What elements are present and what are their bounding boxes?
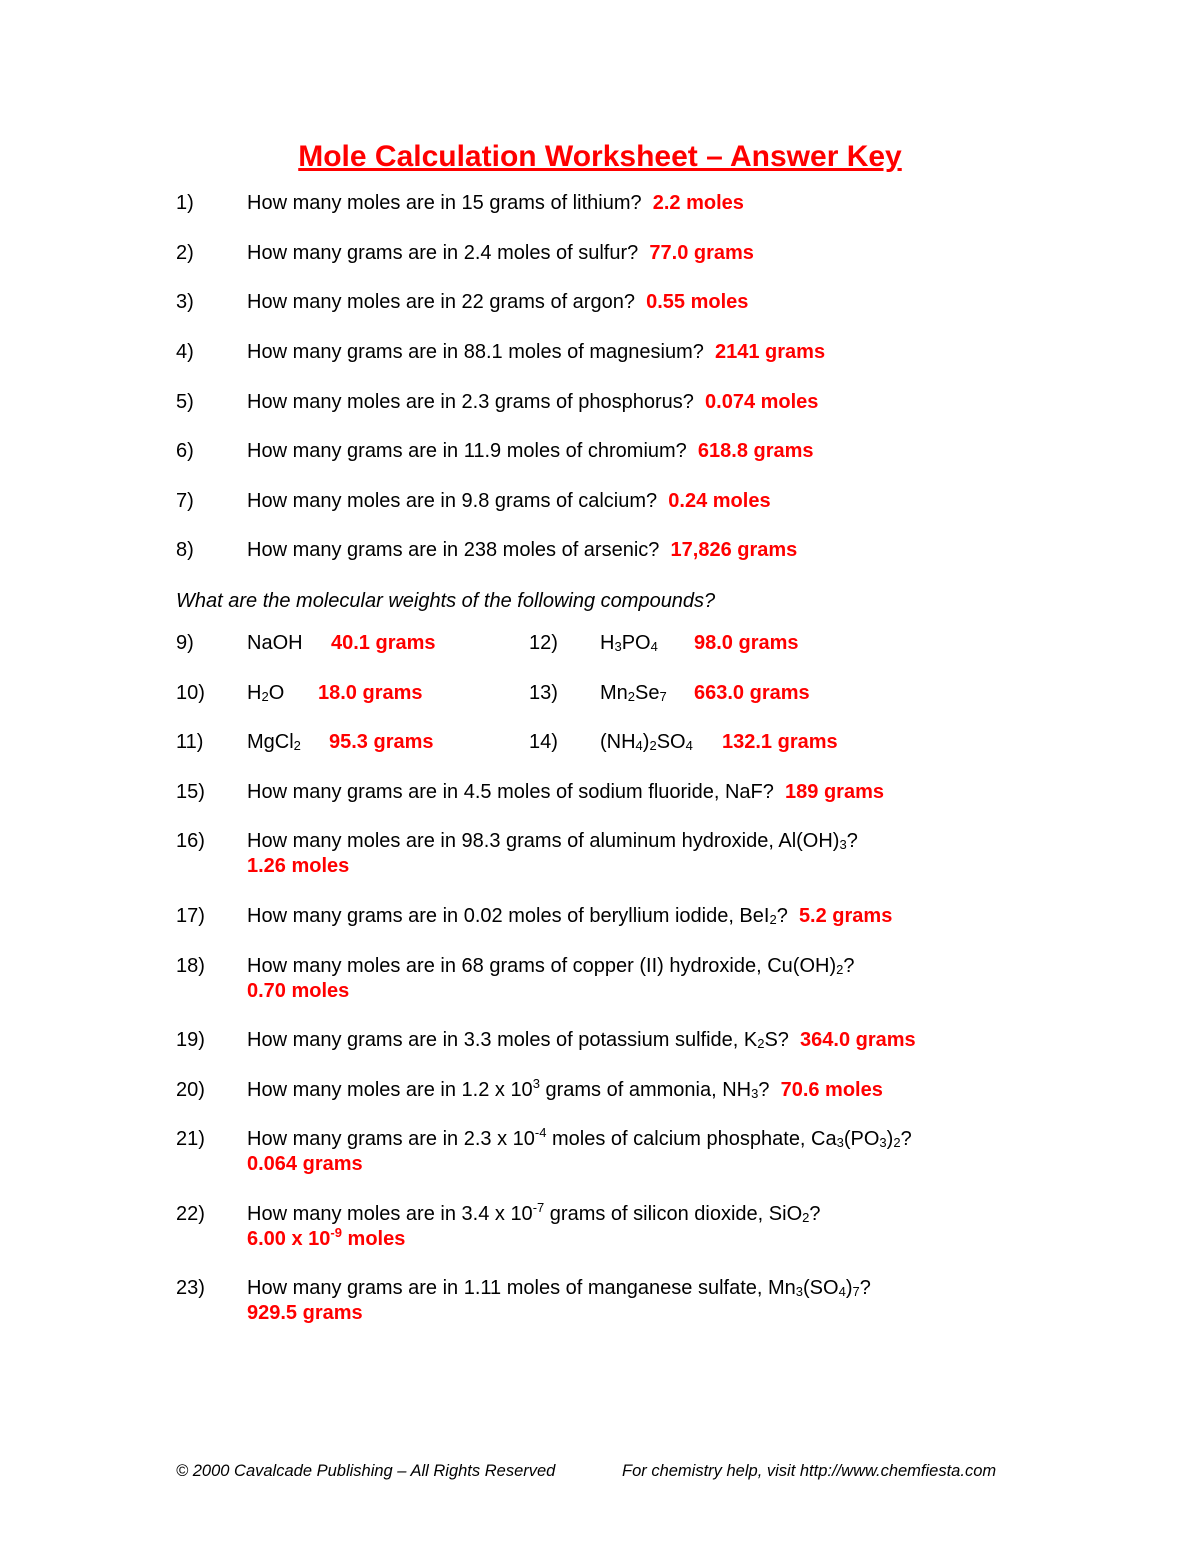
- question-text: How many moles are in 68 grams of copper (II) hydroxide, $Cu(OH)_2$?: [247, 955, 855, 977]
- answer: 18.0 grams: [318, 682, 423, 704]
- footer-copyright: © 2000 Cavalcade Publishing – All Rights Reserved: [176, 1462, 556, 1480]
- question-number: 5): [176, 391, 194, 413]
- compound-formula: $H_2O$: [247, 682, 285, 704]
- question-number: 21): [176, 1128, 205, 1150]
- question-text: How many moles are in 98.3 grams of aluminum hydroxide, $Al(OH)_3$?: [247, 830, 858, 852]
- footer-help-link[interactable]: For chemistry help, visit http://www.chemfiesta.com: [622, 1462, 997, 1480]
- question-text: How many grams are in 2.4 moles of sulfur?: [247, 242, 639, 264]
- answer: 0.55 moles: [646, 291, 749, 313]
- compound-formula: $Mn_2Se_7$: [600, 682, 667, 704]
- compound-formula: $H_3PO_4$: [600, 632, 658, 654]
- answer: 2.2 moles: [652, 192, 744, 214]
- answer: 0.064 grams: [247, 1153, 363, 1175]
- question-number: 2): [176, 242, 194, 264]
- question-text: How many grams are in 2.3 x $10^{-4}$ moles of calcium phosphate, $Ca_3(PO_3)_2$?: [247, 1125, 912, 1150]
- question-number: 1): [176, 192, 194, 214]
- answer: 663.0 grams: [694, 682, 810, 704]
- answer: 364.0 grams: [800, 1029, 916, 1051]
- answer: 1.26 moles: [247, 855, 350, 877]
- answer: 618.8 grams: [697, 440, 814, 462]
- question-number: 7): [176, 490, 194, 512]
- answer: 40.1 grams: [331, 632, 436, 654]
- answer: 6.00 x $10^{-9}$ moles: [247, 1225, 406, 1250]
- question-number: 9): [176, 632, 194, 654]
- question-text: How many moles are in 22 grams of argon?: [247, 291, 635, 313]
- question-number: 13): [529, 682, 558, 704]
- question-text: How many moles are in 15 grams of lithium?: [247, 192, 642, 214]
- question-number: 3): [176, 291, 194, 313]
- question-number: 20): [176, 1079, 205, 1101]
- question-text: How many grams are in 1.11 moles of manganese sulfate, $Mn_3(SO_4)_7$?: [247, 1277, 871, 1299]
- page-title: Mole Calculation Worksheet – Answer Key: [298, 140, 902, 173]
- question-text: How many grams are in 238 moles of arsenic?: [247, 539, 660, 561]
- question-number: 19): [176, 1029, 205, 1051]
- answer: 95.3 grams: [329, 731, 434, 753]
- question-text: How many grams are in 3.3 moles of potassium sulfide, $K_2S$?: [247, 1029, 789, 1051]
- compound-formula: NaOH: [247, 632, 303, 654]
- question-number: 4): [176, 341, 194, 363]
- answer: 189 grams: [785, 781, 884, 803]
- question-text: How many grams are in 11.9 moles of chromium?: [247, 440, 687, 462]
- answer: 70.6 moles: [780, 1079, 883, 1101]
- question-number: 22): [176, 1203, 205, 1225]
- answer: 98.0 grams: [694, 632, 799, 654]
- question-number: 11): [176, 731, 204, 753]
- molecular-weights-prompt: What are the molecular weights of the following compounds?: [176, 590, 716, 612]
- question-number: 8): [176, 539, 194, 561]
- answer: 0.074 moles: [705, 391, 819, 413]
- question-text: How many moles are in 2.3 grams of phosphorus?: [247, 391, 694, 413]
- question-text: How many moles are in 9.8 grams of calcium?: [247, 490, 658, 512]
- question-text: How many grams are in 0.02 moles of beryllium iodide, BeI$_2$?: [247, 905, 788, 927]
- answer: 5.2 grams: [798, 905, 893, 927]
- answer: 17,826 grams: [670, 539, 798, 561]
- question-text: How many moles are in 1.2 x $10^3$ grams of ammonia, $NH_3$?: [247, 1076, 770, 1101]
- question-text: How many grams are in 88.1 moles of magnesium?: [247, 341, 704, 363]
- answer: 2141 grams: [715, 341, 826, 363]
- question-text: How many grams are in 4.5 moles of sodium fluoride, NaF?: [247, 781, 774, 803]
- compound-formula: $(NH_4)_2SO_4$: [600, 731, 693, 753]
- question-number: 14): [529, 731, 558, 753]
- compound-formula: MgCl$_2$: [247, 731, 301, 753]
- question-text: How many moles are in 3.4 x $10^{-7}$ grams of silicon dioxide, SiO$_2$?: [247, 1200, 821, 1225]
- question-number: 12): [529, 632, 558, 654]
- question-number: 15): [176, 781, 205, 803]
- question-number: 10): [176, 682, 205, 704]
- answer: 929.5 grams: [247, 1302, 363, 1324]
- answer: 0.24 moles: [668, 490, 771, 512]
- answer: 77.0 grams: [649, 242, 754, 264]
- question-number: 23): [176, 1277, 205, 1299]
- question-number: 18): [176, 955, 205, 977]
- question-number: 16): [176, 830, 205, 852]
- answer: 132.1 grams: [722, 731, 838, 753]
- answer: 0.70 moles: [247, 980, 350, 1002]
- question-number: 6): [176, 440, 194, 462]
- question-number: 17): [176, 905, 205, 927]
